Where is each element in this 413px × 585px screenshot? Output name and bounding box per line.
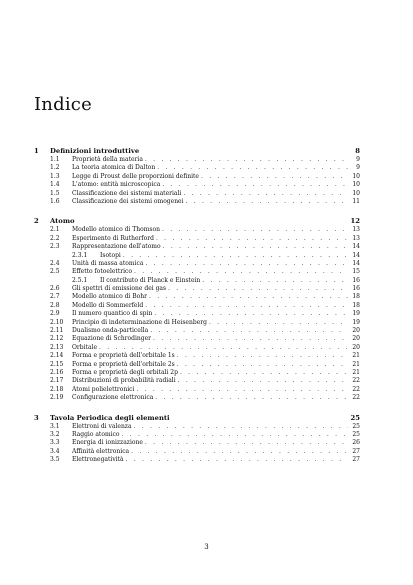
section-page: 22 <box>352 394 360 402</box>
toc-section-entry[interactable] <box>34 448 360 456</box>
section-title: Gli spettri di emissione dei gas <box>72 285 167 293</box>
section-page: 21 <box>352 360 360 368</box>
section-title: Configurazione elettronica <box>72 394 154 402</box>
dot-leader <box>209 319 348 327</box>
toc-section-entry[interactable] <box>34 439 360 447</box>
dot-leader <box>155 394 348 402</box>
section-page: 18 <box>352 293 360 301</box>
dot-leader <box>99 344 348 352</box>
section-page: 10 <box>352 189 360 197</box>
section-number: 2.17 <box>50 377 64 385</box>
toc-section-entry[interactable] <box>34 243 360 251</box>
section-page: 9 <box>356 164 360 172</box>
section-number: 2.14 <box>50 352 64 360</box>
toc-section-entry[interactable] <box>34 377 360 385</box>
toc-section-entry[interactable] <box>34 361 360 369</box>
section-number: 2.8 <box>50 301 60 309</box>
toc-section-entry[interactable] <box>34 302 360 310</box>
section-page: 25 <box>352 430 360 438</box>
section-title: Raggio atomico <box>72 430 120 438</box>
section-page: 19 <box>352 310 360 318</box>
section-page: 18 <box>352 301 360 309</box>
toc-section-entry[interactable] <box>34 164 360 172</box>
toc-chapter-heading[interactable] <box>34 413 360 423</box>
section-title: Isotopi <box>100 251 121 259</box>
toc-section-entry[interactable] <box>34 173 360 181</box>
section-number: 2.19 <box>50 394 64 402</box>
section-number: 3.4 <box>50 447 60 455</box>
dot-leader <box>131 448 348 456</box>
section-title: Modello di Sommerfeld <box>72 301 144 309</box>
dot-leader <box>145 156 348 164</box>
dot-leader <box>163 243 348 251</box>
section-number: 1.4 <box>50 181 60 189</box>
toc-section-entry[interactable] <box>34 431 360 439</box>
toc-chapter-heading[interactable] <box>34 146 360 156</box>
section-page: 20 <box>352 335 360 343</box>
section-title: Unità di massa atomica <box>72 259 144 267</box>
section-title: Energia di ionizzazione <box>72 439 143 447</box>
dot-leader <box>168 285 348 293</box>
section-number: 2.15 <box>50 360 64 368</box>
page-number: 3 <box>204 543 209 551</box>
toc-section-entry[interactable] <box>34 335 360 343</box>
toc-section-entry[interactable] <box>34 293 360 301</box>
dot-leader <box>153 335 348 343</box>
section-title: Classificazione dei sistemi omogenei <box>72 197 184 205</box>
chapter-title: Tavola Periodica degli elementi <box>50 413 170 422</box>
section-number: 2.9 <box>50 310 60 318</box>
dot-leader <box>202 277 348 285</box>
dot-leader <box>186 198 348 206</box>
dot-leader <box>150 327 348 335</box>
section-title: Equazione di Schrodinger <box>72 335 152 343</box>
chapter-page: 25 <box>350 413 360 422</box>
toc-section-entry[interactable] <box>34 190 360 198</box>
section-page: 14 <box>352 259 360 267</box>
toc-section-entry[interactable] <box>34 181 360 189</box>
section-page: 27 <box>352 456 360 464</box>
toc-section-entry[interactable] <box>34 344 360 352</box>
section-page: 15 <box>352 268 360 276</box>
table-of-contents <box>34 146 360 475</box>
section-number: 2.7 <box>50 293 60 301</box>
toc-section-entry[interactable] <box>34 156 360 164</box>
dot-leader <box>183 190 348 198</box>
section-title: Il contributo di Planck e Einstein <box>100 276 201 284</box>
section-page: 10 <box>352 181 360 189</box>
section-number: 3.2 <box>50 430 60 438</box>
section-title: Effetto fotoelettrico <box>72 268 132 276</box>
toc-section-entry[interactable] <box>34 260 360 268</box>
section-title: Atomi polielettronici <box>72 385 135 393</box>
section-page: 13 <box>352 234 360 242</box>
section-number: 2.13 <box>50 343 64 351</box>
dot-leader <box>134 423 348 431</box>
section-number: 2.1 <box>50 226 60 234</box>
section-number: 1.6 <box>50 197 60 205</box>
section-title: Forma e proprietà dell'orbitale 1s <box>72 352 175 360</box>
section-title: Modello atomico di Bohr <box>72 293 148 301</box>
section-page: 10 <box>352 172 360 180</box>
dot-leader <box>201 173 348 181</box>
dot-leader <box>180 369 348 377</box>
toc-section-entry[interactable] <box>34 235 360 243</box>
section-number: 2.2 <box>50 234 60 242</box>
dot-leader <box>145 439 348 447</box>
dot-leader <box>122 431 348 439</box>
toc-subsection-entry[interactable] <box>34 277 360 285</box>
section-title: Affinità elettronica <box>72 447 130 455</box>
section-number: 2.5.1 <box>72 276 88 284</box>
dot-leader <box>177 361 348 369</box>
section-title: Dualismo onda-particella <box>72 327 149 335</box>
section-number: 2.18 <box>50 385 64 393</box>
toc-section-entry[interactable] <box>34 198 360 206</box>
section-title: Elettroni di valenza <box>72 422 132 430</box>
toc-section-entry[interactable] <box>34 226 360 234</box>
dot-leader <box>145 302 348 310</box>
section-page: 22 <box>352 385 360 393</box>
toc-section-entry[interactable] <box>34 268 360 276</box>
section-number: 3.3 <box>50 439 60 447</box>
toc-chapter <box>34 146 360 206</box>
section-page: 9 <box>356 156 360 163</box>
toc-section-entry[interactable] <box>34 456 360 464</box>
section-title: Forma e proprietà dell'orbitale 2s <box>72 360 175 368</box>
dot-leader <box>145 260 348 268</box>
section-page: 26 <box>352 439 360 447</box>
dot-leader <box>162 226 348 234</box>
chapter-title: Definizioni introduttive <box>50 147 140 155</box>
chapter-number: 1 <box>34 147 39 155</box>
chapter-title: Atomo <box>50 217 75 226</box>
section-title: Distribuzioni di probabilità radiali <box>72 377 176 385</box>
section-number: 2.12 <box>50 335 64 343</box>
section-page: 16 <box>352 276 360 284</box>
toc-chapter <box>34 413 360 465</box>
section-title: Rappresentazione dell'atomo <box>72 243 161 251</box>
toc-section-entry[interactable] <box>34 310 360 318</box>
section-number: 2.3.1 <box>72 251 88 259</box>
section-page: 16 <box>352 285 360 293</box>
section-number: 1.1 <box>50 156 60 163</box>
section-number: 1.3 <box>50 172 60 180</box>
section-title: Principio di indeterminazione di Heisenberg <box>72 318 207 326</box>
section-title: L'atomo: entità microscopica <box>72 181 161 189</box>
dot-leader <box>149 293 348 301</box>
section-number: 2.16 <box>50 368 64 376</box>
section-title: Orbitale <box>72 343 98 351</box>
toc-section-entry[interactable] <box>34 386 360 394</box>
page-title: Indice <box>34 94 92 115</box>
toc-subsection-entry[interactable] <box>34 252 360 260</box>
section-number: 2.11 <box>50 327 64 335</box>
dot-leader <box>126 456 348 464</box>
section-title: Modello atomico di Thomson <box>72 226 160 234</box>
chapter-number: 2 <box>34 217 39 226</box>
section-number: 2.6 <box>50 285 60 293</box>
section-number: 3.5 <box>50 456 60 464</box>
toc-chapter-heading[interactable] <box>34 216 360 226</box>
chapter-number: 3 <box>34 413 39 422</box>
toc-section-entry[interactable] <box>34 369 360 377</box>
toc-section-entry[interactable] <box>34 352 360 360</box>
chapter-page: 12 <box>350 217 360 226</box>
chapter-page: 8 <box>355 147 360 155</box>
section-title: Il numero quantico di spin <box>72 310 153 318</box>
section-number: 1.2 <box>50 164 60 172</box>
section-page: 20 <box>352 327 360 335</box>
section-page: 19 <box>352 318 360 326</box>
section-page: 14 <box>352 251 360 259</box>
section-title: Classificazione dei sistemi materiali <box>72 189 182 197</box>
section-title: Legge di Proust delle proporzioni definite <box>72 172 199 180</box>
dot-leader <box>123 252 348 260</box>
dot-leader <box>162 181 348 189</box>
section-number: 2.4 <box>50 259 60 267</box>
dot-leader <box>156 235 348 243</box>
section-page: 21 <box>352 352 360 360</box>
section-page: 27 <box>352 447 360 455</box>
toc-section-entry[interactable] <box>34 285 360 293</box>
dot-leader <box>178 377 348 385</box>
section-page: 20 <box>352 343 360 351</box>
dot-leader <box>154 310 348 318</box>
section-number: 2.5 <box>50 268 60 276</box>
toc-section-entry[interactable] <box>34 319 360 327</box>
dot-leader <box>134 268 348 276</box>
toc-section-entry[interactable] <box>34 394 360 402</box>
section-title: Esperimento di Rutherford <box>72 234 154 242</box>
section-number: 2.3 <box>50 243 60 251</box>
section-title: Forma e proprietà degli orbitali 2p <box>72 368 178 376</box>
dot-leader <box>177 352 348 360</box>
section-number: 1.5 <box>50 189 60 197</box>
section-page: 14 <box>352 243 360 251</box>
section-number: 3.1 <box>50 422 60 430</box>
section-number: 2.10 <box>50 318 64 326</box>
section-page: 22 <box>352 377 360 385</box>
section-page: 25 <box>352 422 360 430</box>
section-page: 13 <box>352 226 360 234</box>
section-page: 21 <box>352 368 360 376</box>
toc-section-entry[interactable] <box>34 327 360 335</box>
section-title: La teoria atomica di Dalton <box>72 164 156 172</box>
toc-chapter <box>34 216 360 402</box>
dot-leader <box>157 164 348 172</box>
section-title: Proprietà della materia <box>72 156 143 163</box>
dot-leader <box>136 386 348 394</box>
section-page: 11 <box>352 197 360 205</box>
section-title: Elettronegatività <box>72 456 124 464</box>
toc-section-entry[interactable] <box>34 423 360 431</box>
